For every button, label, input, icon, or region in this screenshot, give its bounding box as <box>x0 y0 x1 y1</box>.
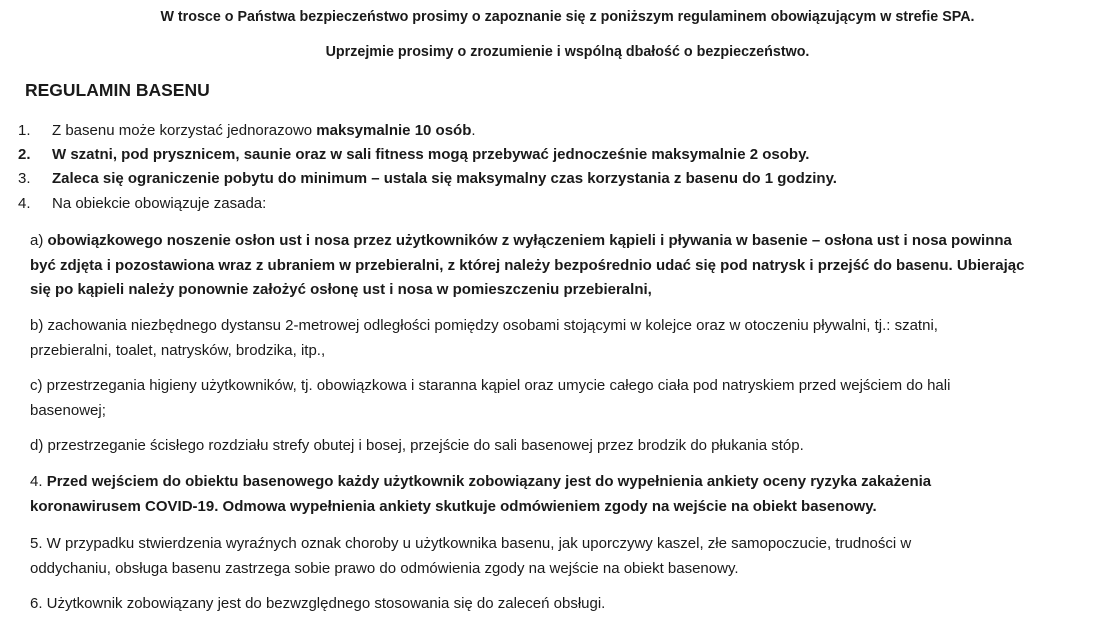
point-4-line: koronawirusem COVID-19. Odmowa wypełnienia ankiety skutkuje odmówieniem zgody na wejście na obiekt basenowy. <box>30 497 877 515</box>
list-item-text: W szatni, pod prysznicem, saunie oraz w sali fitness mogą przebywać jednocześnie maksymalnie 2 osoby. <box>52 146 810 163</box>
rule-b-line: b) zachowania niezbędnego dystansu 2-metrowej odległości pomiędzy osobami stojącymi w kolejce oraz w otoczeniu pływalni, tj.: szatni, <box>30 317 938 334</box>
rule-a-line: być zdjęta i pozostawiona wraz z ubraniem w przebieralni, z której należy bezpośrednio udać się pod natrysk i przejść do basenu. Ubierając <box>30 256 1025 274</box>
point-5-line: 5. W przypadku stwierdzenia wyraźnych oznak choroby u użytkownika basenu, jak uporczywy kaszel, złe samopoczucie, trudności w <box>30 535 912 552</box>
point-6-line: 6. Użytkownik zobowiązany jest do bezwzględnego stosowania się do zaleceń obsługi. <box>30 595 606 612</box>
page-title: REGULAMIN BASENU <box>25 80 210 100</box>
list-number: 2. <box>18 146 31 163</box>
intro-line-1: W trosce o Państwa bezpieczeństwo prosimy o zapoznanie się z poniższym regulaminem obowiązującym w strefie SPA. <box>160 9 975 25</box>
point-5-line: oddychaniu, obsługa basenu zastrzega sobie prawo do odmówienia zgody na wejście na obiekt basenowy. <box>30 559 739 577</box>
list-number: 4. <box>18 195 31 212</box>
list-item-text: Zaleca się ograniczenie pobytu do minimum – ustala się maksymalny czas korzystania z basenu do 1 godziny. <box>52 170 837 187</box>
list-number: 1. <box>18 122 31 139</box>
rule-a-prefix: a) <box>30 232 48 249</box>
point-5 <box>30 532 1099 581</box>
point-4 <box>30 470 1099 519</box>
rule-a-line: się po kąpieli należy ponownie założyć osłonę ust i nosa w pomieszczeniu przebieralni, <box>30 281 652 298</box>
point-4-line: Przed wejściem do obiektu basenowego każdy użytkownik zobowiązany jest do wypełnienia ankiety oceny ryzyka zakażenia <box>46 473 932 490</box>
point-6 <box>30 592 1099 617</box>
rule-d <box>30 434 1099 459</box>
rule-b-line: przebieralni, toalet, natrysków, brodzika, itp., <box>30 341 326 359</box>
list-item-tail: . <box>471 122 476 139</box>
rule-c <box>30 374 1099 423</box>
rule-c-line: basenowej; <box>30 401 106 419</box>
list-number: 3. <box>18 170 31 187</box>
rule-b <box>30 314 1099 363</box>
list-item-text: Z basenu może korzystać jednorazowo <box>52 122 317 139</box>
rule-d-line: d) przestrzeganie ścisłego rozdziału strefy obutej i bosej, przejście do sali basenowej przez brodzik do płukania stóp. <box>30 437 804 454</box>
point-number: 4. <box>30 473 47 490</box>
rule-a-line: obowiązkowego noszenie osłon ust i nosa przez użytkowników z wyłączeniem kąpieli i pływania w basenie – osłona ust i nosa powinna <box>47 232 1012 249</box>
rule-c-line: c) przestrzegania higieny użytkowników, tj. obowiązkowa i staranna kąpiel oraz umycie całego ciała pod natryskiem przed wejściem do hali <box>30 377 951 394</box>
list-item-bold: maksymalnie 10 osób <box>316 122 472 139</box>
intro-line-2: Uprzejmie prosimy o zrozumienie i wspólną dbałość o bezpieczeństwo. <box>325 44 810 60</box>
list-item-text: Na obiekcie obowiązuje zasada: <box>52 195 267 212</box>
rule-a <box>30 229 1099 303</box>
